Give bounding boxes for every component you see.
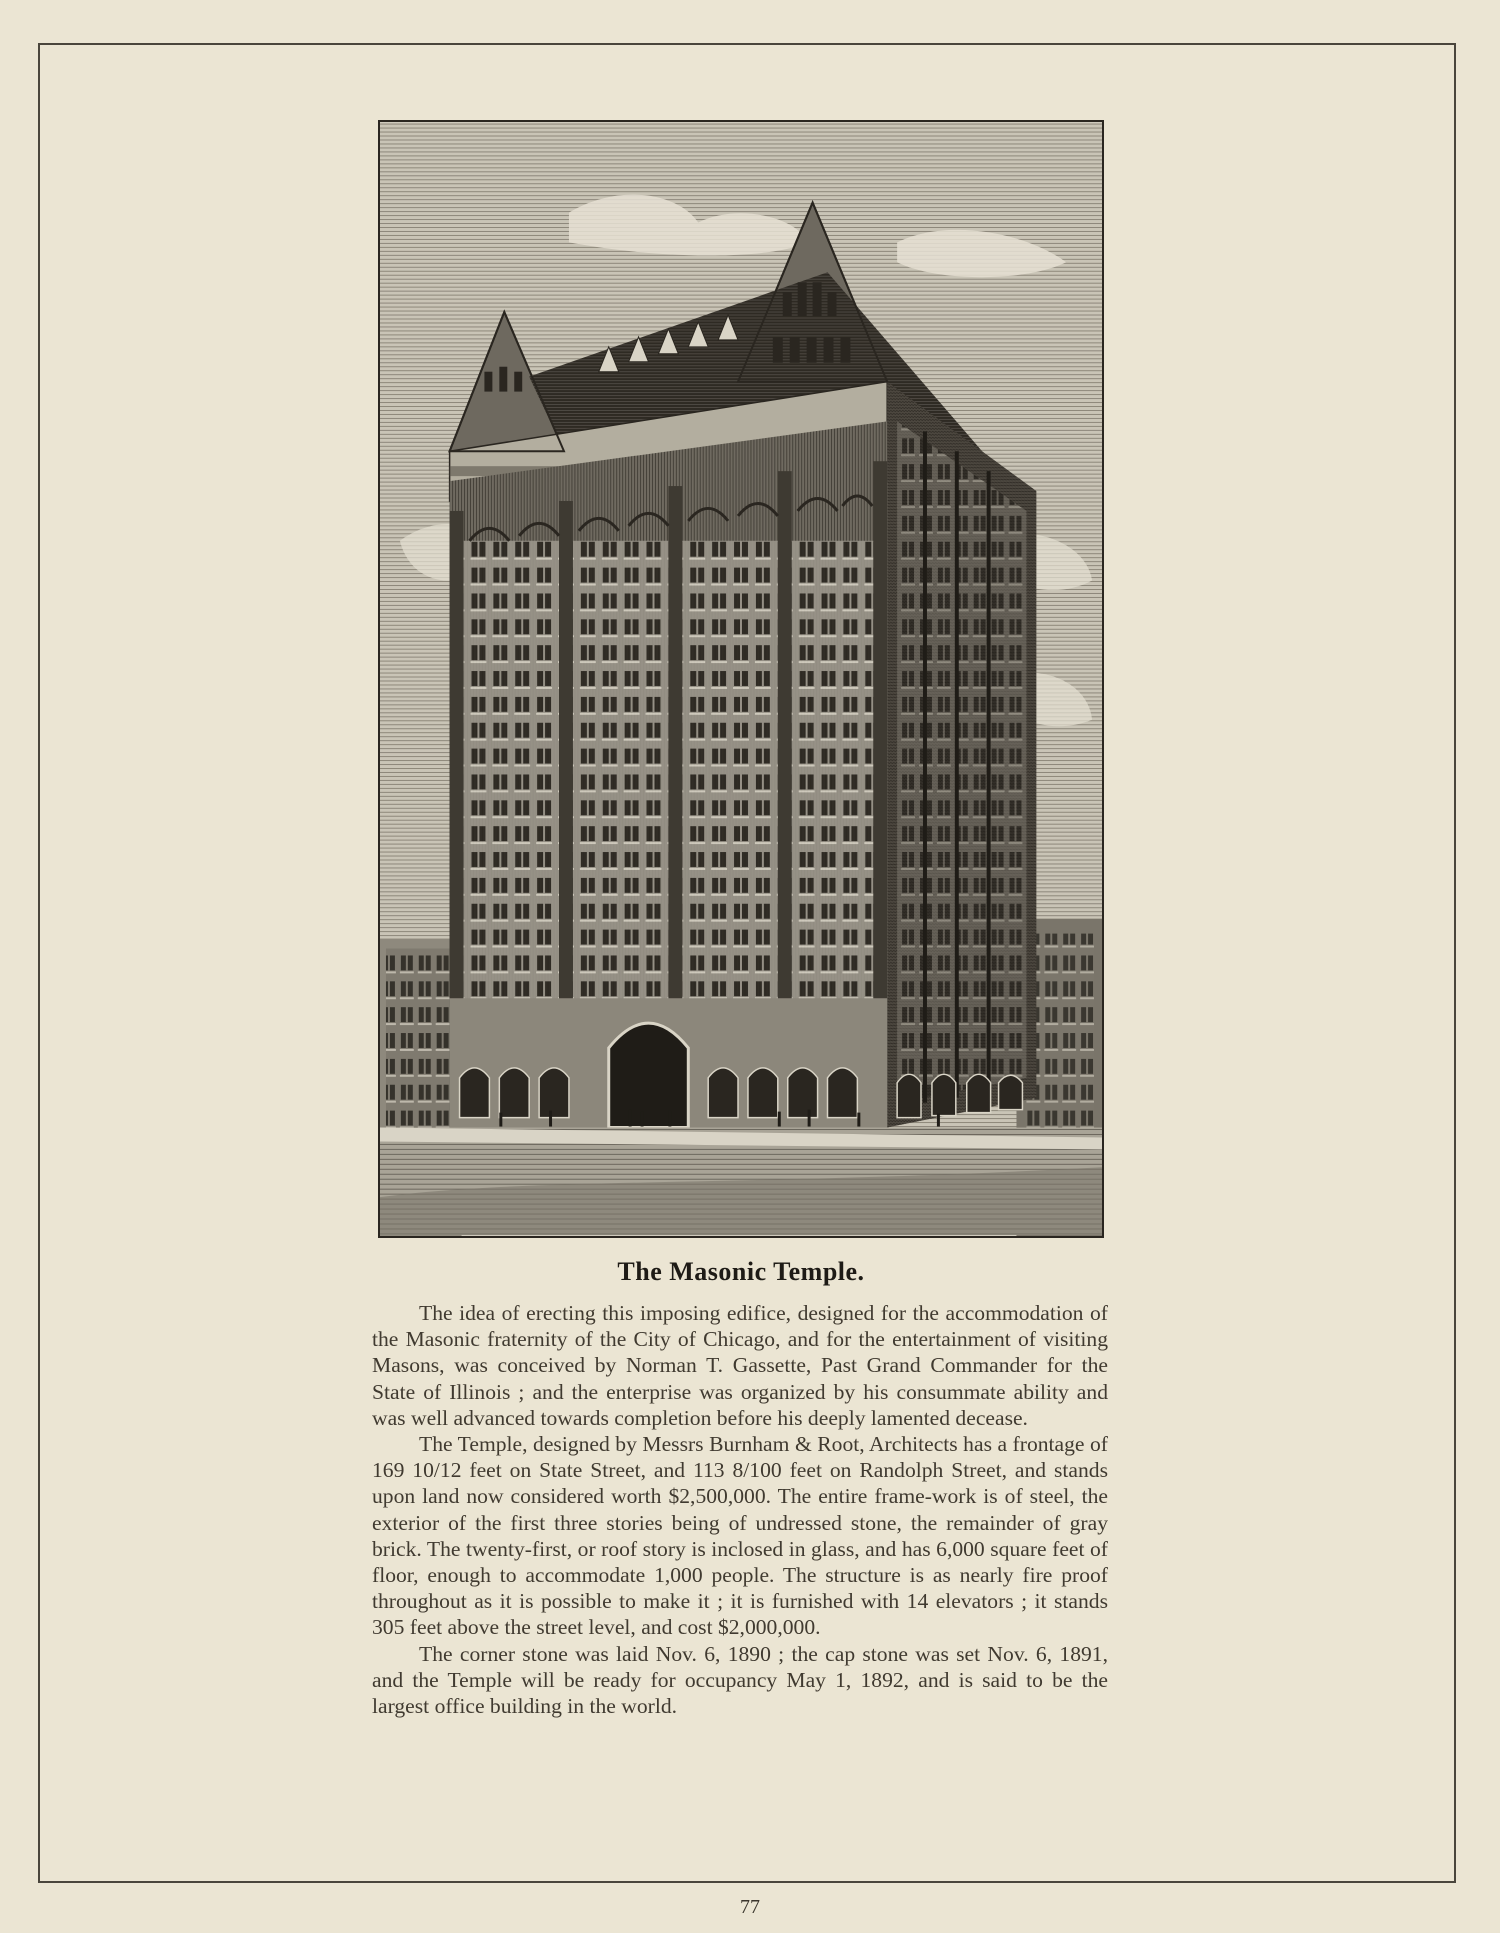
engraving-illustration <box>380 122 1102 1236</box>
article-title: The Masonic Temple. <box>617 1257 865 1286</box>
paragraph: The corner stone was laid Nov. 6, 1890 ; the cap stone was set Nov. 6, 1891, and the Temple will be ready for occupancy May 1, 1892, and is said to be the largest office building in the world. <box>372 1641 1108 1719</box>
page-number: 77 <box>740 1896 760 1918</box>
paragraph: The idea of erecting this imposing edifice, designed for the accommodation of the Masonic fraternity of the City of Chicago, and for the entertainment of visiting Masons, was conceived by Norman T. Gassette, Past Grand Commander for the State of Illinois ; and the enterprise was organized by his consummate ability and was well advanced towards completion before his deeply lamented decease. <box>372 1301 1108 1430</box>
article-body <box>372 1300 1108 1719</box>
paragraph: The Temple, designed by Messrs Burnham & Root, Architects has a frontage of 169 10/12 feet on State Street, and 113 8/100 feet on Randolph Street, and stands upon land now considered worth $2,500,000. The entire frame-work is of steel, the exterior of the first three stories being of undressed stone, the remainder of gray brick. The twenty-first, or roof story is inclosed in glass, and has 6,000 square feet of floor, enough to accommodate 1,000 people. The structure is as nearly fire proof throughout as it is possible to make it ; it is furnished with 14 elevators ; it stands 305 feet above the street level, and cost $2,000,000. <box>372 1432 1108 1640</box>
masonic-temple-engraving <box>378 120 1104 1238</box>
